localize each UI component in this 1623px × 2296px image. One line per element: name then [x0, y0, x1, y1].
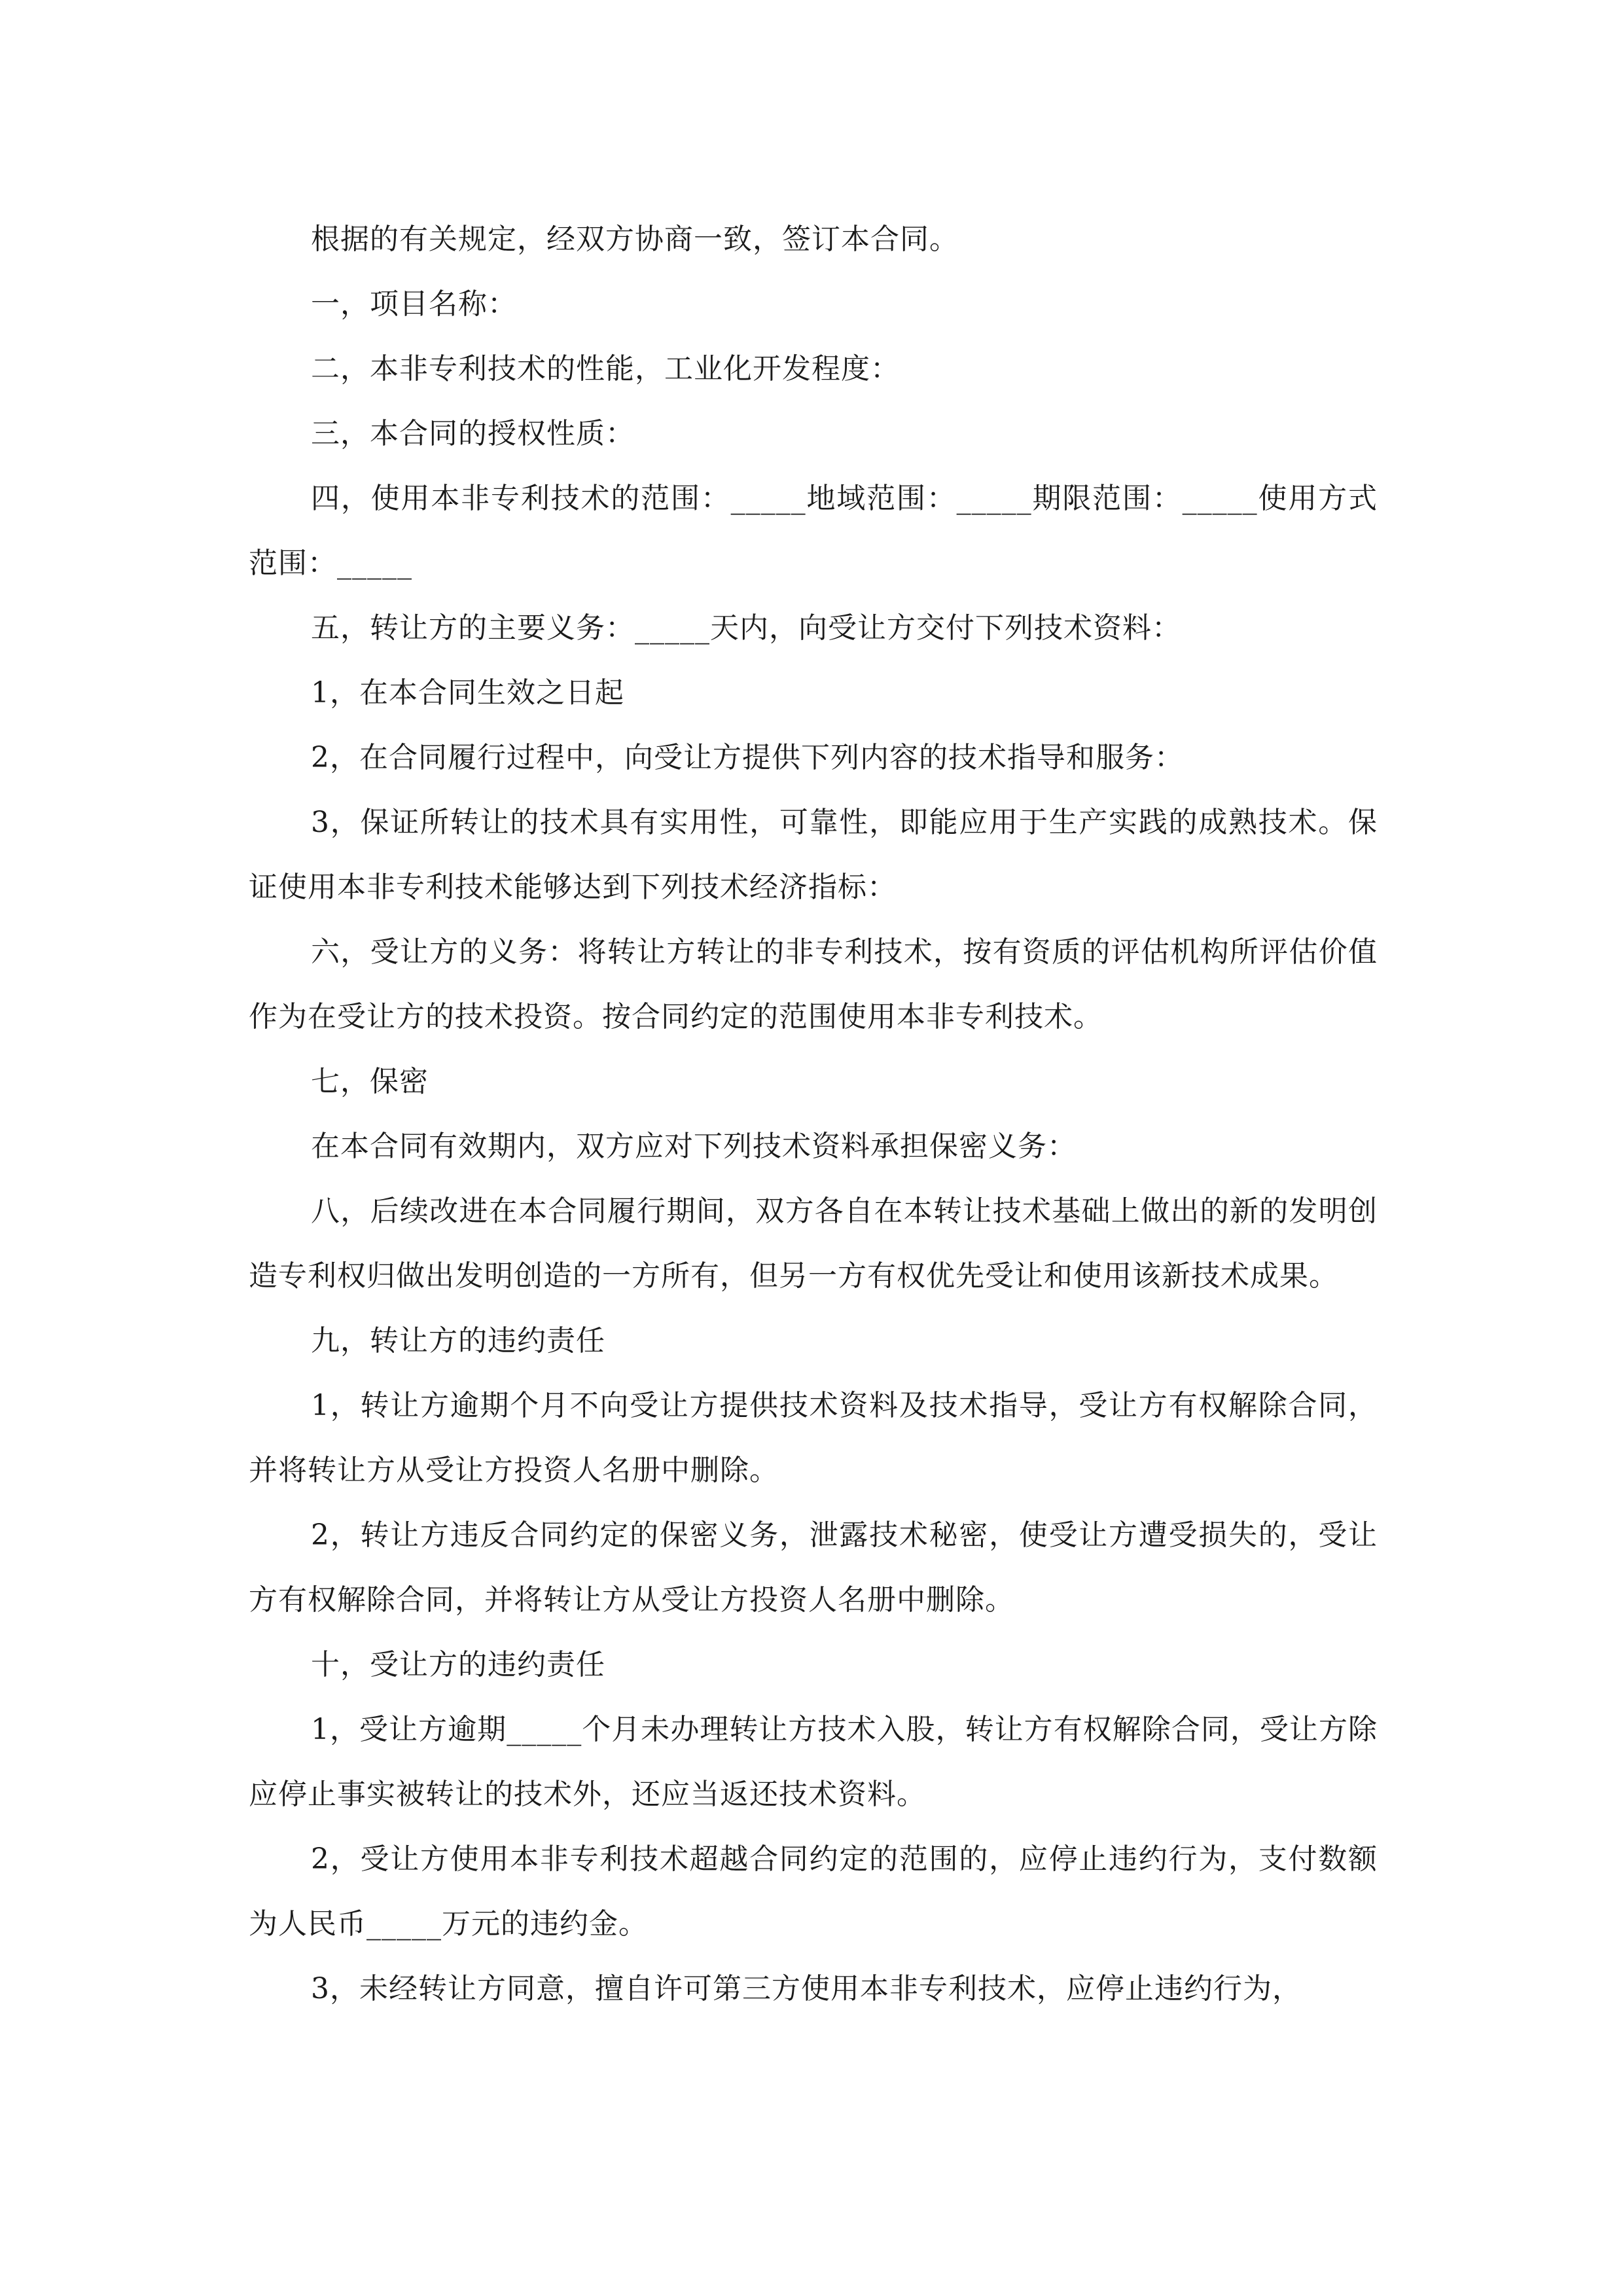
clause-9-item-2: 2，转让方违反合同约定的保密义务，泄露技术秘密，使受让方遭受损失的，受让方有权解除合同，并将转让方从受让方投资人名册中删除。: [249, 1518, 1378, 1617]
clause-10-item-1: 1，受让方逾期_____个月未办理转让方技术入股，转让方有权解除合同，受让方除应停止事实被转让的技术外，还应当返还技术资料。: [249, 1713, 1378, 1811]
clause-5-transferor-obligations: 五，转让方的主要义务：_____天内，向受让方交付下列技术资料：: [311, 611, 1181, 645]
clause-2-performance: 二，本非专利技术的性能，工业化开发程度：: [311, 352, 900, 386]
clause-10-transferee-liability: 十，受让方的违约责任: [311, 1648, 605, 1681]
clause-1-project-name: 一，项目名称：: [311, 287, 517, 321]
paragraph-intro: 根据的有关规定，经双方协商一致，签订本合同。: [311, 223, 959, 256]
clause-10-item-2: 2，受让方使用本非专利技术超越合同约定的范围的，应停止违约行为，支付数额为人民币_____万元的违约金。: [249, 1842, 1378, 1941]
clause-7-body: 在本合同有效期内，双方应对下列技术资料承担保密义务：: [311, 1130, 1077, 1163]
clause-10-item-3: 3，未经转让方同意，擅自许可第三方使用本非专利技术，应停止违约行为，: [311, 1972, 1302, 2005]
clause-5-item-3: 3，保证所转让的技术具有实用性，可靠性，即能应用于生产实践的成熟技术。保证使用本非专利技术能够达到下列技术经济指标：: [249, 806, 1378, 904]
clause-6-transferee-obligations: 六，受让方的义务：将转让方转让的非专利技术，按有资质的评估机构所评估价值作为在受让方的技术投资。按合同约定的范围使用本非专利技术。: [249, 935, 1378, 1033]
clause-7-confidentiality: 七，保密: [311, 1065, 429, 1098]
clause-3-license-nature: 三，本合同的授权性质：: [311, 417, 635, 450]
contract-body: [249, 207, 1378, 2021]
clause-9-item-1: 1，转让方逾期个月不向受让方提供技术资料及技术指导，受让方有权解除合同，并将转让方从受让方投资人名册中删除。: [249, 1389, 1378, 1487]
clause-5-item-1: 1，在本合同生效之日起: [311, 676, 624, 709]
clause-8-improvements: 八，后续改进在本合同履行期间，双方各自在本转让技术基础上做出的新的发明创造专利权归做出发明创造的一方所有，但另一方有权优先受让和使用该新技术成果。: [249, 1194, 1378, 1293]
clause-5-item-2: 2，在合同履行过程中，向受让方提供下列内容的技术指导和服务：: [311, 741, 1184, 774]
clause-4-scope: 四，使用本非专利技术的范围：_____地域范围：_____期限范围：_____使用方式范围：_____: [249, 482, 1378, 580]
clause-9-transferor-liability: 九，转让方的违约责任: [311, 1324, 605, 1357]
